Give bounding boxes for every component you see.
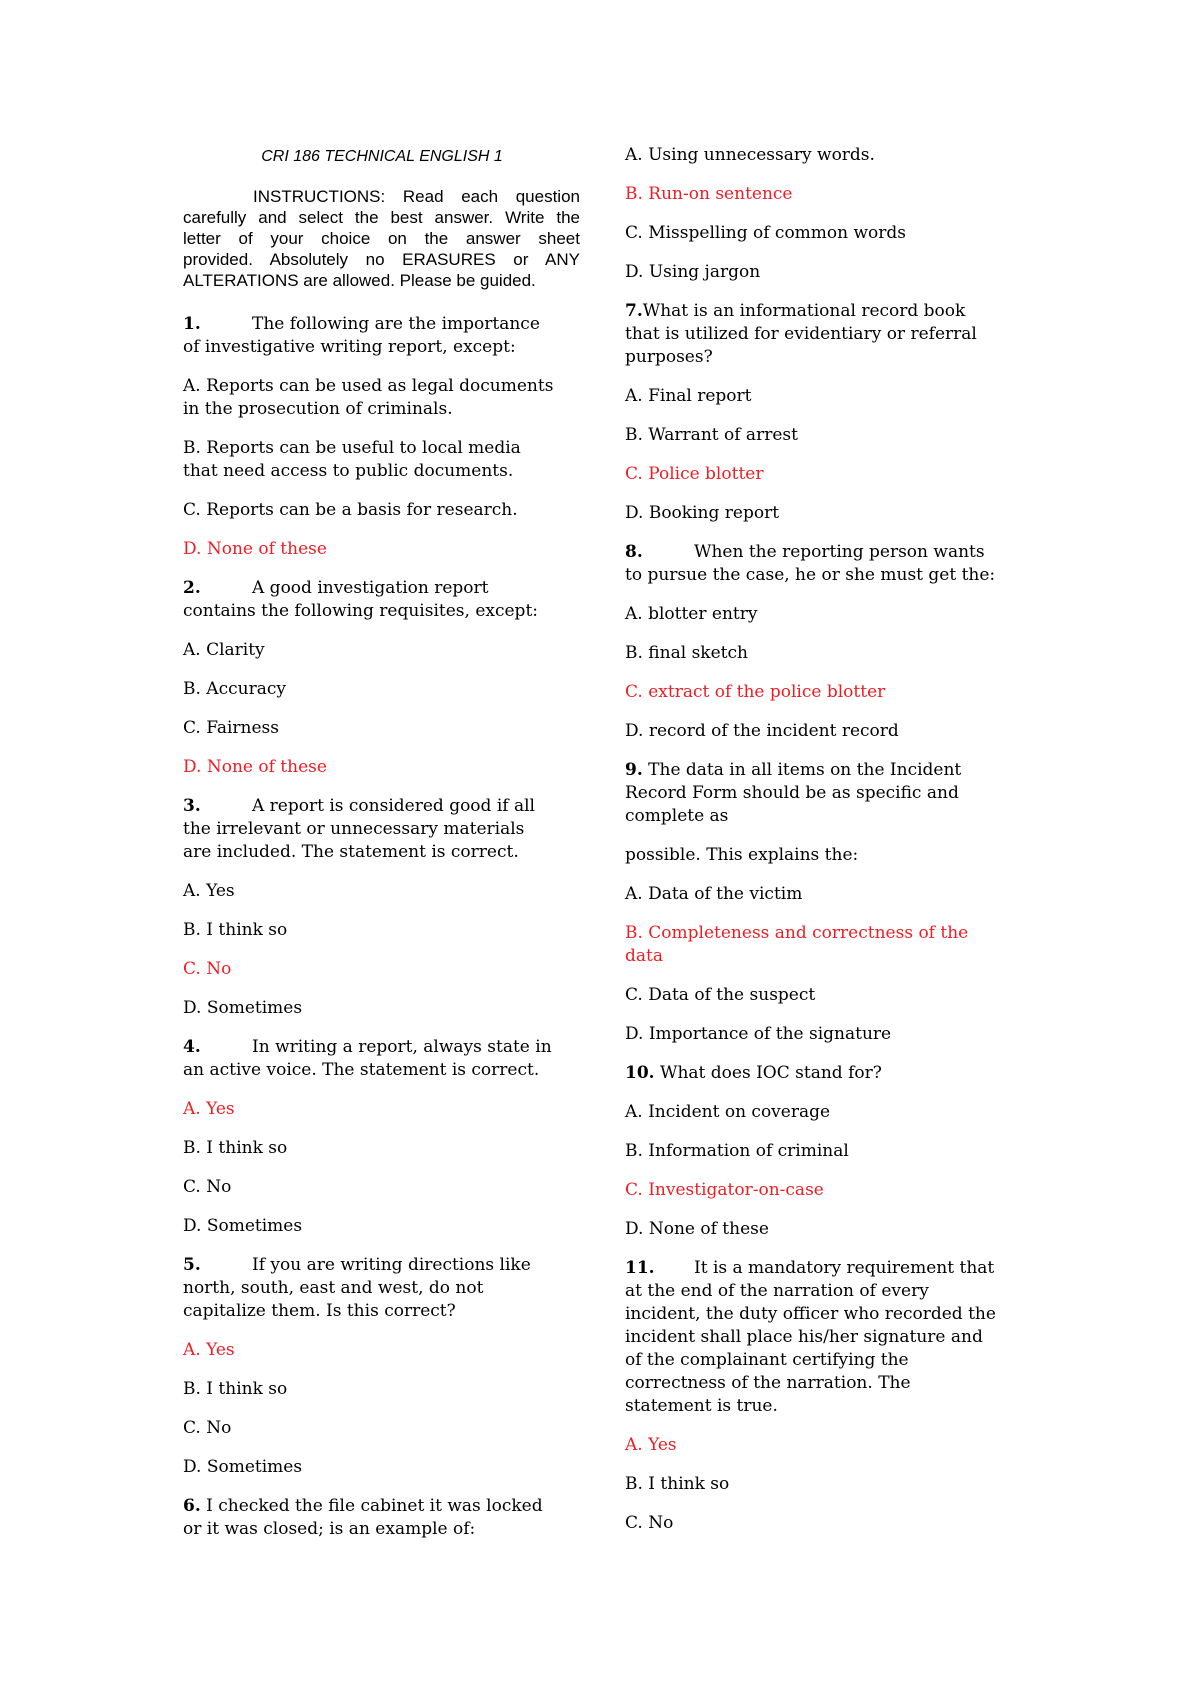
option-text: D. Sometimes xyxy=(183,1216,303,1236)
option-a xyxy=(183,880,583,903)
question-number: 10. xyxy=(625,1063,655,1083)
option-text: C. Fairness xyxy=(183,718,280,738)
option-text: C. Reports can be a basis for research. xyxy=(183,500,518,520)
option-text: B. Completeness and correctness of the xyxy=(625,923,969,943)
question-text: that is utilized for evidentiary or referral xyxy=(625,324,977,344)
option-text: A. Reports can be used as legal documents xyxy=(183,376,554,396)
question-text: correctness of the narration. The xyxy=(625,1373,911,1393)
question-number: 1. xyxy=(183,314,201,334)
option-text: D. Booking report xyxy=(625,503,780,523)
instructions-line: carefully and select the best answer. Write the xyxy=(183,208,580,227)
question-number: 6. xyxy=(183,1496,201,1516)
option-text: C. No xyxy=(183,959,232,979)
question-first-line xyxy=(625,759,1025,782)
question-number: 2. xyxy=(183,578,201,598)
question-first-line xyxy=(625,1062,1025,1085)
option-b xyxy=(183,678,583,701)
option-a xyxy=(183,375,583,421)
question-text: In writing a report, always state in xyxy=(252,1037,552,1057)
option-text: C. Investigator-on-case xyxy=(625,1180,824,1200)
correct-option-d xyxy=(183,756,583,779)
option-text: that need access to public documents. xyxy=(183,461,514,481)
option-a xyxy=(625,385,1025,408)
question-text: What is an informational record book xyxy=(642,301,966,321)
option-text: B. I think so xyxy=(183,1379,288,1399)
question-number: 4. xyxy=(183,1037,201,1057)
instructions-line: ALTERATIONS are allowed. Please be guided. xyxy=(183,271,536,290)
question-11 xyxy=(625,1257,1025,1418)
option-text: D. Sometimes xyxy=(183,998,303,1018)
question-3 xyxy=(183,795,583,864)
question-text: What does IOC stand for? xyxy=(659,1063,882,1083)
option-text: C. Data of the suspect xyxy=(625,985,816,1005)
option-text: B. Warrant of arrest xyxy=(625,425,798,445)
question-text: purposes? xyxy=(625,347,713,367)
option-b xyxy=(625,1473,1025,1496)
option-text: B. Run-on sentence xyxy=(625,184,793,204)
option-text: A. Yes xyxy=(625,1435,677,1455)
option-b xyxy=(183,1378,583,1401)
question-number: 3. xyxy=(183,796,201,816)
question-2 xyxy=(183,577,583,623)
question-text: A good investigation report xyxy=(252,578,489,598)
question-first-line xyxy=(183,577,583,600)
question-text: are included. The statement is correct. xyxy=(183,842,519,862)
correct-option-a xyxy=(183,1339,583,1362)
question-text: complete as xyxy=(625,806,729,826)
question-number: 9. xyxy=(625,760,643,780)
option-text: A. Clarity xyxy=(183,640,265,660)
option-text: B. Accuracy xyxy=(183,679,286,699)
option-b xyxy=(625,642,1025,665)
question-first-line xyxy=(183,313,583,336)
option-text: in the prosecution of criminals. xyxy=(183,399,453,419)
question-text: When the reporting person wants xyxy=(694,542,985,562)
question-text: contains the following requisites, except: xyxy=(183,601,538,621)
instructions-line: letter of your choice on the answer sheet xyxy=(183,229,580,248)
option-d xyxy=(625,261,1025,284)
instructions-line: provided. Absolutely no ERASURES or ANY xyxy=(183,250,580,269)
correct-option-b xyxy=(625,922,1025,968)
option-text: D. Importance of the signature xyxy=(625,1024,892,1044)
question-6 xyxy=(183,1495,583,1541)
question-text: A report is considered good if all xyxy=(252,796,535,816)
option-text: D. record of the incident record xyxy=(625,721,899,741)
option-text: B. I think so xyxy=(625,1474,730,1494)
option-text: B. I think so xyxy=(183,920,288,940)
option-text: B. Information of criminal xyxy=(625,1141,849,1161)
question-first-line xyxy=(183,1495,583,1518)
question-5 xyxy=(183,1254,583,1323)
option-c xyxy=(625,222,1025,245)
option-d xyxy=(625,1218,1025,1241)
question-text: The following are the importance xyxy=(252,314,540,334)
instructions xyxy=(183,186,580,291)
question-text: of investigative writing report, except: xyxy=(183,337,516,357)
correct-option-c xyxy=(625,1179,1025,1202)
correct-option-a xyxy=(183,1098,583,1121)
correct-option-c xyxy=(625,463,1025,486)
option-d xyxy=(625,1023,1025,1046)
question-text: an active voice. The statement is correct. xyxy=(183,1060,540,1080)
option-text: D. Using jargon xyxy=(625,262,761,282)
right-column xyxy=(625,144,1025,1551)
question-text: at the end of the narration of every xyxy=(625,1281,929,1301)
option-a xyxy=(625,144,1025,167)
question-text: to pursue the case, he or she must get the: xyxy=(625,565,996,585)
question-text: of the complainant certifying the xyxy=(625,1350,909,1370)
option-a xyxy=(625,603,1025,626)
question-text: I checked the file cabinet it was locked xyxy=(206,1496,543,1516)
question-text: It is a mandatory requirement that xyxy=(694,1258,995,1278)
option-b xyxy=(625,1140,1025,1163)
question-text: incident, the duty officer who recorded the xyxy=(625,1304,996,1324)
question-first-line xyxy=(183,795,583,818)
question-10 xyxy=(625,1062,1025,1085)
question-number: 5. xyxy=(183,1255,201,1275)
question-text: or it was closed; is an example of: xyxy=(183,1519,476,1539)
option-text: D. None of these xyxy=(183,757,327,777)
option-text: C. Misspelling of common words xyxy=(625,223,907,243)
question-text-continuation xyxy=(625,844,1025,867)
option-text: C. No xyxy=(625,1513,674,1533)
question-text: If you are writing directions like xyxy=(252,1255,531,1275)
option-text: C. extract of the police blotter xyxy=(625,682,886,702)
question-number: 8. xyxy=(625,542,643,562)
option-text: A. Using unnecessary words. xyxy=(625,145,875,165)
option-b xyxy=(183,919,583,942)
option-text: B. Reports can be useful to local media xyxy=(183,438,521,458)
question-text: The data in all items on the Incident xyxy=(648,760,962,780)
left-column xyxy=(183,313,583,1557)
question-text: Record Form should be as specific and xyxy=(625,783,959,803)
option-text: C. Police blotter xyxy=(625,464,764,484)
question-first-line xyxy=(625,541,1025,564)
question-7 xyxy=(625,300,1025,369)
option-text: C. No xyxy=(183,1418,232,1438)
correct-option-b xyxy=(625,183,1025,206)
option-a xyxy=(625,883,1025,906)
option-c xyxy=(625,984,1025,1007)
option-d xyxy=(183,1215,583,1238)
option-text: B. I think so xyxy=(183,1138,288,1158)
option-text: A. Data of the victim xyxy=(625,884,803,904)
question-first-line xyxy=(625,300,1025,323)
option-text: A. Yes xyxy=(183,1099,235,1119)
question-first-line xyxy=(183,1254,583,1277)
instructions-line: INSTRUCTIONS: Read each question xyxy=(253,187,580,206)
correct-option-d xyxy=(183,538,583,561)
option-text: A. Yes xyxy=(183,1340,235,1360)
correct-option-c xyxy=(625,681,1025,704)
question-first-line xyxy=(183,1036,583,1059)
correct-option-c xyxy=(183,958,583,981)
option-c xyxy=(183,717,583,740)
option-d xyxy=(625,720,1025,743)
question-first-line xyxy=(625,1257,1025,1280)
exam-title: CRI 186 TECHNICAL ENGLISH 1 xyxy=(261,148,503,165)
question-4 xyxy=(183,1036,583,1082)
option-text: D. Sometimes xyxy=(183,1457,303,1477)
question-8 xyxy=(625,541,1025,587)
question-1 xyxy=(183,313,583,359)
question-text: the irrelevant or unnecessary materials xyxy=(183,819,525,839)
question-number: 7. xyxy=(625,301,643,321)
option-text: data xyxy=(625,946,663,966)
option-d xyxy=(183,997,583,1020)
option-b xyxy=(625,424,1025,447)
option-c xyxy=(183,1176,583,1199)
option-b xyxy=(183,1137,583,1160)
option-text: A. Yes xyxy=(183,881,235,901)
option-text: A. Incident on coverage xyxy=(625,1102,831,1122)
option-a xyxy=(183,639,583,662)
option-d xyxy=(183,1456,583,1479)
option-text: A. Final report xyxy=(625,386,752,406)
option-text: C. No xyxy=(183,1177,232,1197)
option-d xyxy=(625,502,1025,525)
question-number: 11. xyxy=(625,1258,655,1278)
option-c xyxy=(183,1417,583,1440)
question-text: statement is true. xyxy=(625,1396,778,1416)
question-text: incident shall place his/her signature and xyxy=(625,1327,983,1347)
question-text: capitalize them. Is this correct? xyxy=(183,1301,456,1321)
option-text: B. final sketch xyxy=(625,643,748,663)
option-a xyxy=(625,1101,1025,1124)
option-text: D. None of these xyxy=(625,1219,769,1239)
question-text: possible. This explains the: xyxy=(625,845,859,865)
question-9 xyxy=(625,759,1025,828)
option-c xyxy=(625,1512,1025,1535)
option-b xyxy=(183,437,583,483)
option-text: A. blotter entry xyxy=(625,604,758,624)
option-c xyxy=(183,499,583,522)
question-text: north, south, east and west, do not xyxy=(183,1278,484,1298)
correct-option-a xyxy=(625,1434,1025,1457)
option-text: D. None of these xyxy=(183,539,327,559)
